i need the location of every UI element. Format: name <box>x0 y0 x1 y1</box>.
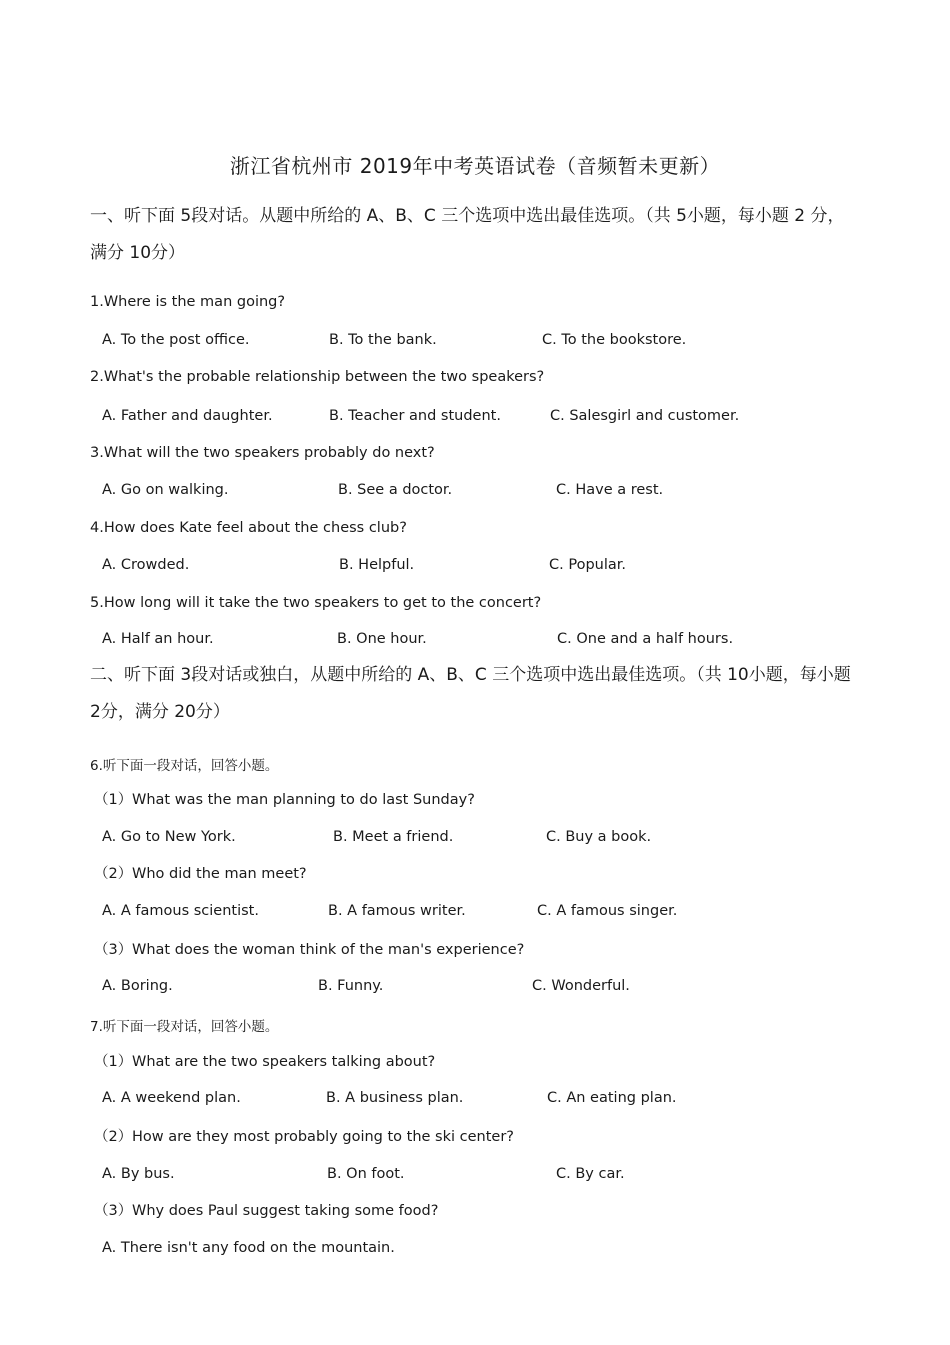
q3-option-c: C. Have a rest. <box>556 482 664 498</box>
q5-option-b: B. One hour. <box>337 631 427 647</box>
q6-sub-1 <box>94 788 475 809</box>
q7-sub-3 <box>94 1199 438 1220</box>
q7-1-option-a: A. A weekend plan. <box>102 1090 241 1106</box>
q7-sub-2-number: （2） <box>94 1129 133 1145</box>
q1-option-b: B. To the bank. <box>329 332 437 348</box>
question-7-intro: 7.听下面一段对话，回答小题。 <box>90 1019 279 1035</box>
q6-2-option-c: C. A famous singer. <box>537 903 678 919</box>
question-1: 1.Where is the man going? <box>90 294 286 310</box>
question-6-intro: 6.听下面一段对话，回答小题。 <box>90 758 279 774</box>
q7-sub-2-text: How are they most probably going to the ski center? <box>132 1129 514 1145</box>
question-2: 2.What's the probable relationship between the two speakers? <box>90 369 545 385</box>
section-2-heading: 二、听下面 3段对话或独白，从题中所给的 A、B、C 三个选项中选出最佳选项。（共 10小题，每小题 2分，满分 20分） <box>90 665 851 722</box>
q6-sub-3-number: （3） <box>94 942 133 958</box>
q5-option-a: A. Half an hour. <box>102 631 214 647</box>
q7-2-option-c: C. By car. <box>556 1166 625 1182</box>
page-title: 浙江省杭州市 2019年中考英语试卷（音频暂未更新） <box>229 154 721 178</box>
q6-1-option-c: C. Buy a book. <box>546 829 652 845</box>
q1-option-c: C. To the bookstore. <box>542 332 687 348</box>
q4-option-c: C. Popular. <box>549 557 626 573</box>
q7-1-option-b: B. A business plan. <box>326 1090 464 1106</box>
q6-3-option-b: B. Funny. <box>318 978 384 994</box>
q6-sub-1-text: What was the man planning to do last Sunday? <box>132 792 475 808</box>
q6-sub-2-text: Who did the man meet? <box>132 866 307 882</box>
q6-1-option-b: B. Meet a friend. <box>333 829 454 845</box>
q6-sub-3 <box>94 938 524 959</box>
q7-sub-2 <box>94 1125 514 1146</box>
q7-3-option-a: A. There isn't any food on the mountain. <box>102 1240 395 1256</box>
q2-option-b: B. Teacher and student. <box>329 408 501 424</box>
q6-2-option-b: B. A famous writer. <box>328 903 466 919</box>
q1-option-a: A. To the post office. <box>102 332 250 348</box>
q3-option-b: B. See a doctor. <box>338 482 453 498</box>
q3-option-a: A. Go on walking. <box>102 482 229 498</box>
q2-option-a: A. Father and daughter. <box>102 408 273 424</box>
q6-3-option-a: A. Boring. <box>102 978 173 994</box>
q6-3-option-c: C. Wonderful. <box>532 978 630 994</box>
q4-option-b: B. Helpful. <box>339 557 415 573</box>
section-1-heading: 一、听下面 5段对话。从题中所给的 A、B、C 三个选项中选出最佳选项。（共 5小题，每小题 2 分，满分 10分） <box>90 206 845 263</box>
q7-2-option-a: A. By bus. <box>102 1166 175 1182</box>
q7-1-option-c: C. An eating plan. <box>547 1090 677 1106</box>
q7-sub-1-text: What are the two speakers talking about? <box>132 1054 436 1070</box>
question-3: 3.What will the two speakers probably do next? <box>90 445 435 461</box>
question-5: 5.How long will it take the two speakers to get to the concert? <box>90 595 542 611</box>
q7-sub-3-number: （3） <box>94 1203 133 1219</box>
q5-option-c: C. One and a half hours. <box>557 631 734 647</box>
q6-2-option-a: A. A famous scientist. <box>102 903 259 919</box>
q6-1-option-a: A. Go to New York. <box>102 829 236 845</box>
q7-sub-3-text: Why does Paul suggest taking some food? <box>132 1203 439 1219</box>
q6-sub-1-number: （1） <box>94 792 133 808</box>
q2-option-c: C. Salesgirl and customer. <box>550 408 740 424</box>
q6-sub-2 <box>94 862 307 883</box>
q6-sub-3-text: What does the woman think of the man's experience? <box>132 942 525 958</box>
q6-sub-2-number: （2） <box>94 866 133 882</box>
question-4: 4.How does Kate feel about the chess club? <box>90 520 407 536</box>
q7-sub-1-number: （1） <box>94 1054 133 1070</box>
q7-sub-1 <box>94 1050 435 1071</box>
q4-option-a: A. Crowded. <box>102 557 190 573</box>
q7-2-option-b: B. On foot. <box>327 1166 405 1182</box>
